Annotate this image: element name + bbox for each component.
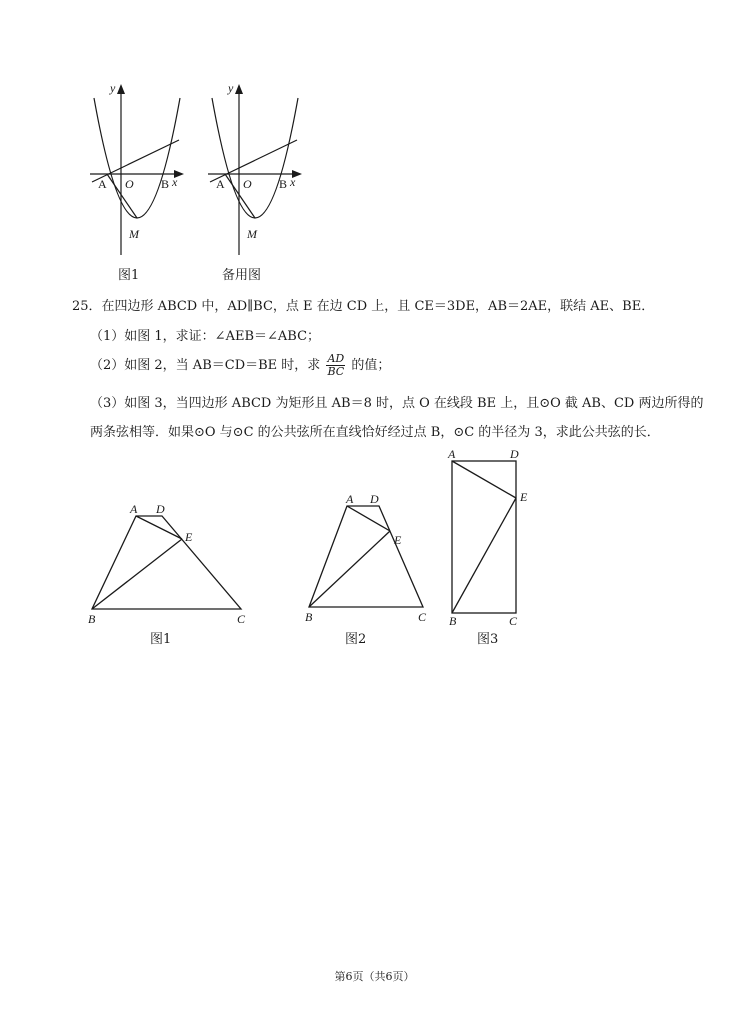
vertex-d: D xyxy=(510,447,519,461)
label-x: x xyxy=(172,175,178,189)
segment-ae xyxy=(136,516,182,539)
problem-stem xyxy=(72,298,654,316)
graph-figure-2 xyxy=(198,78,318,263)
fraction-ad-bc xyxy=(326,353,345,378)
vertex-e: E xyxy=(185,530,193,544)
vertex-a: A xyxy=(448,447,456,461)
graph-caption-1: 图1 xyxy=(118,268,140,283)
problem-number: 25． xyxy=(72,299,102,314)
label-o: O xyxy=(243,177,252,191)
part-3-line-2: 两条弦相等．如果⊙O 与⊙C 的公共弦所在直线恰好经过点 B，⊙C 的半径为 3，求此公共弦的长． xyxy=(90,425,660,440)
segment-be xyxy=(309,531,390,607)
vertex-e: E xyxy=(394,533,402,547)
graph-figure-1 xyxy=(80,78,200,263)
y-axis-arrow xyxy=(117,84,125,94)
fraction-denominator: BC xyxy=(327,365,345,378)
part-2-tail: 的值； xyxy=(351,358,391,373)
straight-line xyxy=(92,140,179,182)
vertex-e: E xyxy=(520,490,528,504)
segment-be xyxy=(92,539,182,609)
geometry-figure-1 xyxy=(80,495,260,630)
label-b: B xyxy=(161,177,170,191)
geometry-figure-3 xyxy=(440,445,550,625)
parabola xyxy=(212,98,298,218)
vertex-a: A xyxy=(130,502,138,516)
part-3-line-1: （3）如图 3，当四边形 ABCD 为矩形且 AB＝8 时，点 O 在线段 BE 上，且⊙O 截 AB、CD 两边所得的 xyxy=(90,396,704,411)
vertex-c: C xyxy=(418,610,427,624)
fraction-numerator: AD xyxy=(327,352,345,365)
figure-caption-3: 图3 xyxy=(477,632,499,647)
y-axis-arrow xyxy=(235,84,243,94)
label-a: A xyxy=(98,177,107,191)
vertex-b: B xyxy=(449,614,457,625)
label-y: y xyxy=(110,81,116,95)
label-a: A xyxy=(216,177,225,191)
segment-ae xyxy=(452,461,516,498)
label-x: x xyxy=(290,175,296,189)
quadrilateral-abcd xyxy=(92,516,241,609)
vertex-d: D xyxy=(156,502,165,516)
straight-line xyxy=(210,140,297,182)
vertex-a: A xyxy=(346,492,354,506)
label-m: M xyxy=(247,227,257,241)
label-o: O xyxy=(125,177,134,191)
problem-stem-text: 在四边形 ABCD 中，AD∥BC，点 E 在边 CD 上，且 CE＝3DE，AB＝2AE，联结 AE、BE． xyxy=(101,299,655,314)
figure-caption-1: 图1 xyxy=(150,632,172,647)
part-1: （1）如图 1，求证：∠AEB＝∠ABC； xyxy=(90,329,321,344)
vertex-c: C xyxy=(237,612,246,626)
label-y: y xyxy=(228,81,234,95)
vertex-b: B xyxy=(88,612,96,626)
vertex-d: D xyxy=(370,492,379,506)
page-footer: 第6页（共6页） xyxy=(334,970,415,983)
label-m: M xyxy=(129,227,139,241)
segment-ae xyxy=(347,506,390,531)
part-2-text: （2）如图 2，当 AB＝CD＝BE 时，求 xyxy=(90,358,321,373)
geometry-figure-2 xyxy=(295,490,445,625)
vertex-b: B xyxy=(305,610,313,624)
graph-caption-2: 备用图 xyxy=(222,268,262,283)
parabola xyxy=(94,98,180,218)
label-b: B xyxy=(279,177,288,191)
part-2 xyxy=(90,352,390,380)
figure-caption-2: 图2 xyxy=(345,632,367,647)
vertex-c: C xyxy=(509,614,518,625)
quadrilateral-abcd xyxy=(309,506,423,607)
segment-be xyxy=(452,498,516,613)
rectangle-abcd xyxy=(452,461,516,613)
